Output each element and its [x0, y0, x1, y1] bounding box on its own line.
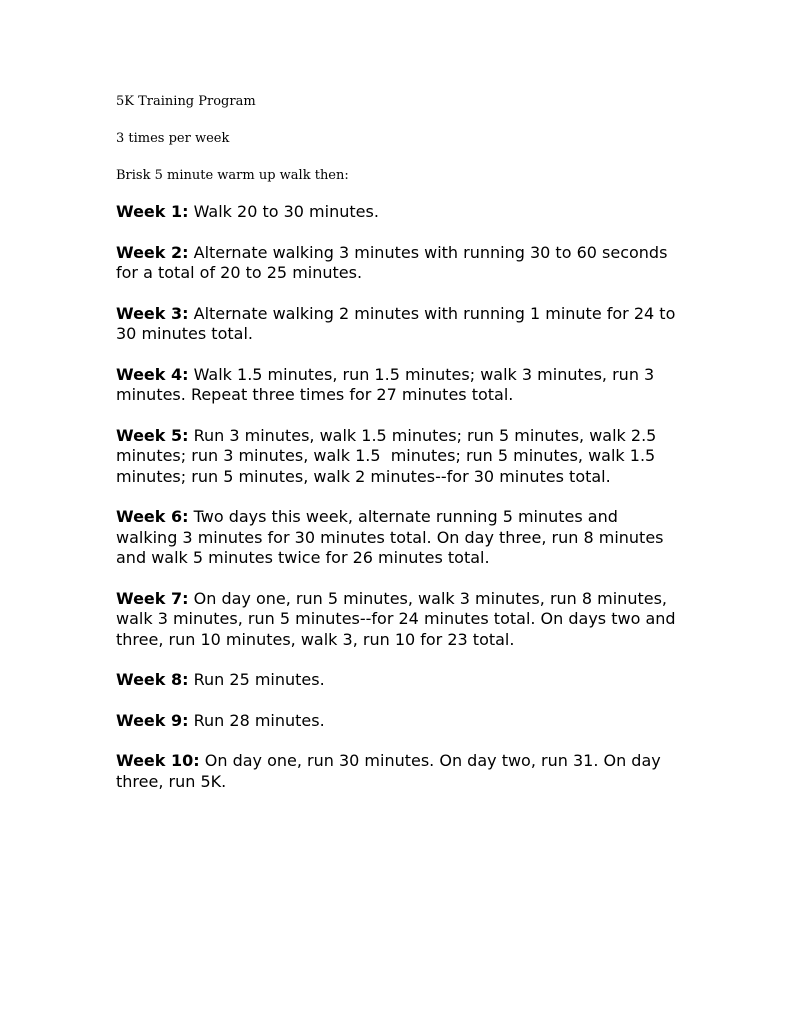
- week-label: Week 10:: [116, 751, 200, 770]
- week-text: Run 25 minutes.: [188, 670, 325, 689]
- frequency-line: 3 times per week: [116, 131, 230, 146]
- week-text: Alternate walking 2 minutes with running 1 minute for 24 to 30 minutes total.: [116, 303, 681, 343]
- week-8-paragraph: [116, 670, 681, 691]
- week-label: Week 8:: [116, 670, 189, 689]
- week-3-paragraph: [116, 304, 681, 345]
- week-label: Week 7:: [116, 588, 189, 608]
- week-text: Walk 20 to 30 minutes.: [188, 202, 379, 221]
- week-10-paragraph: [116, 751, 681, 792]
- week-text: Two days this week, alternate running 5 minutes and walking 3 minutes for 30 minutes total. On day three, run 8 minutes and walk 5 minutes twice for 26 minutes total.: [116, 507, 669, 567]
- week-text: On day one, run 30 minutes. On day two, run 31. On day three, run 5K.: [116, 751, 666, 791]
- week-9-paragraph: [116, 711, 681, 732]
- week-label: Week 6:: [116, 507, 189, 526]
- week-7-paragraph: [116, 589, 681, 651]
- week-6-paragraph: [116, 507, 681, 569]
- week-5-paragraph: [116, 426, 681, 488]
- week-text: Run 28 minutes.: [188, 710, 325, 730]
- week-label: Week 2:: [116, 242, 189, 262]
- week-4-paragraph: [116, 365, 681, 406]
- week-text: On day one, run 5 minutes, walk 3 minutes, run 8 minutes, walk 3 minutes, run 5 minutes--for 24 minutes total. On days two and three, run 10 minutes, walk 3, run 10 for 23 total.: [116, 588, 681, 649]
- week-label: Week 4:: [116, 364, 189, 384]
- week-text: Run 3 minutes, walk 1.5 minutes; run 5 minutes, walk 2.5 minutes; run 3 minutes, walk 1.5 minutes; run 5 minutes, walk 1.5 minutes; run 5 minutes, walk 2 minutes--for 30 minutes total.: [116, 425, 662, 486]
- week-label: Week 5:: [116, 425, 189, 445]
- week-label: Week 3:: [116, 303, 189, 323]
- week-2-paragraph: [116, 243, 681, 284]
- week-text: Alternate walking 3 minutes with running 30 to 60 seconds for a total of 20 to 25 minutes.: [116, 242, 673, 282]
- warmup-line: Brisk 5 minute warm up walk then:: [116, 168, 349, 183]
- week-1-paragraph: [116, 202, 681, 223]
- document-body: [116, 92, 681, 812]
- week-text: Walk 1.5 minutes, run 1.5 minutes; walk 3 minutes, run 3 minutes. Repeat three times for 27 minutes total.: [116, 364, 660, 404]
- document-title: 5K Training Program: [116, 94, 256, 109]
- week-label: Week 1:: [116, 202, 189, 221]
- week-label: Week 9:: [116, 710, 189, 730]
